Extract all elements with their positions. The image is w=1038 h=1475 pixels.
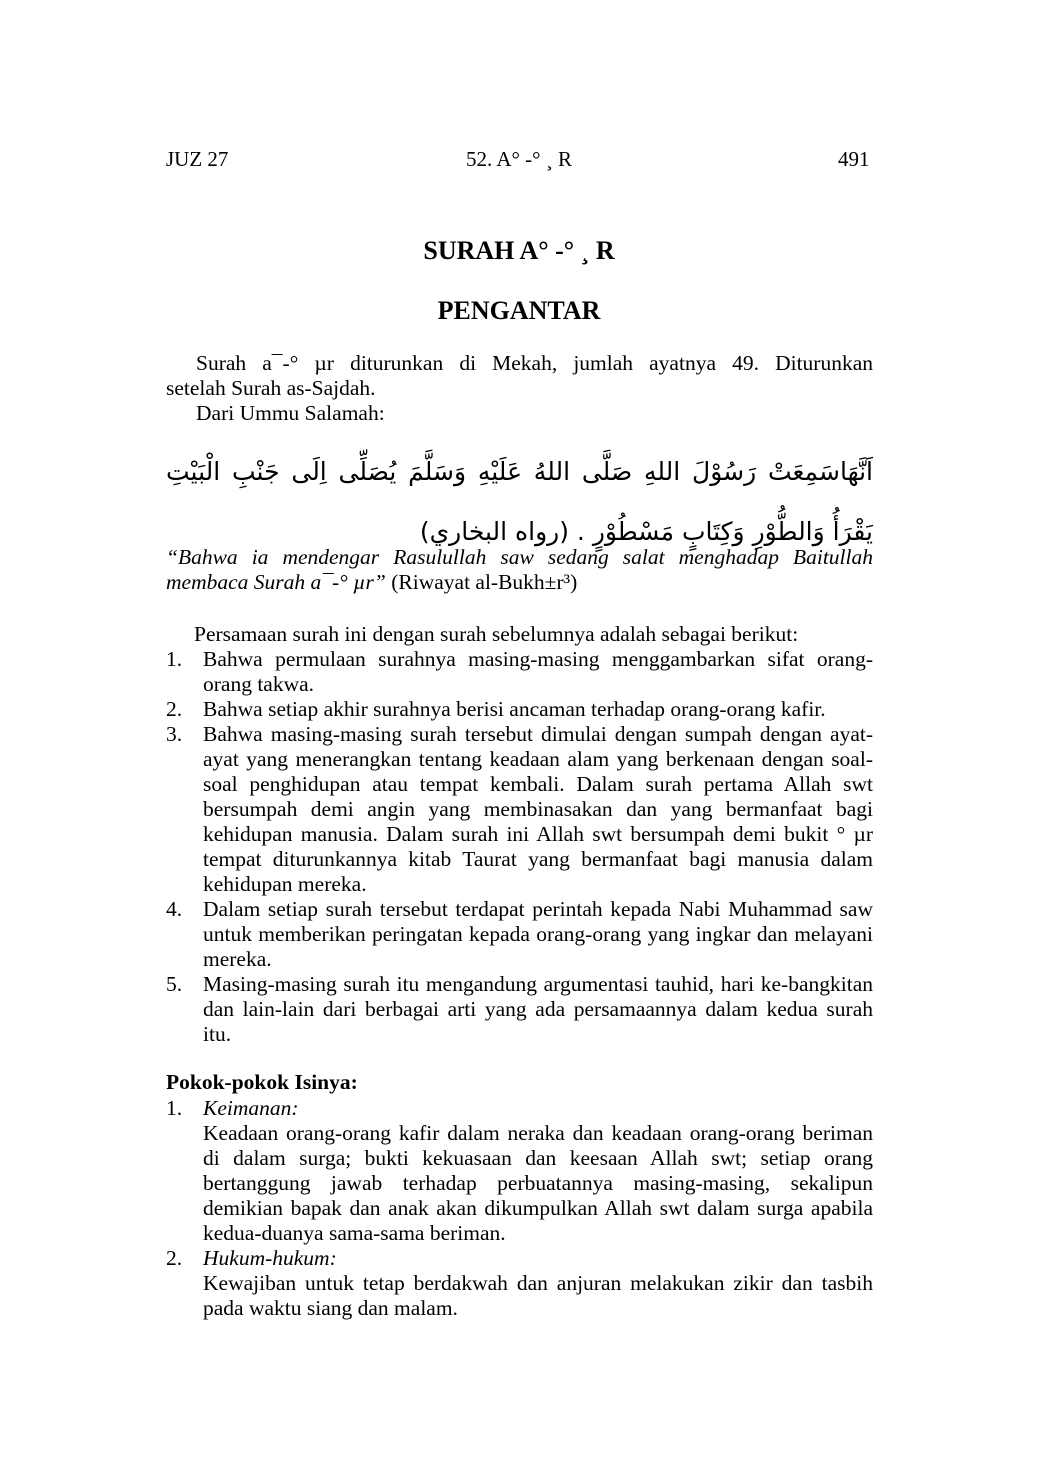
section-title: PENGANTAR bbox=[437, 296, 601, 325]
list-item bbox=[166, 647, 873, 697]
list-item bbox=[166, 722, 873, 897]
intro-paragraph bbox=[166, 351, 873, 426]
contents-heading: Pokok-pokok Isinya: bbox=[166, 1070, 358, 1094]
list-number: 2. bbox=[166, 1246, 183, 1270]
header-surah: 52. A° -° ¸ R bbox=[466, 147, 573, 171]
comparison-list bbox=[166, 647, 873, 1047]
list-text: Bahwa setiap akhir surahnya berisi ancaman terhadap orang-orang kafir. bbox=[203, 697, 826, 721]
page-title: SURAH A° -° ¸ R bbox=[423, 236, 615, 265]
comparison-intro: Persamaan surah ini dengan surah sebelumnya adalah sebagai berikut: bbox=[194, 622, 799, 646]
list-number: 1. bbox=[166, 647, 183, 671]
arabic-hadith: اَنَّهَاسَمِعَتْ رَسُوْلَ اللهِ صَلَّى اللهُ عَلَيْهِ وَسَلَّمَ يُصَلِّى اِلَى جَنْبِ الْبَيْتِ يَقْرَأُ وَالطُّوْرِ وَكِتَابٍ مَسْطُوْرٍ . (رواه البخاري) bbox=[166, 457, 873, 546]
page-number: 491 bbox=[838, 147, 870, 171]
list-item bbox=[166, 1096, 873, 1246]
list-item bbox=[166, 697, 873, 722]
list-text: Keadaan orang-orang kafir dalam neraka dan keadaan orang-orang beriman di dalam surga; bukti kekuasaan dan keesaan Allah swt; setiap orang bertanggung jawab terhadap perbuatannya masing-masing, sekalipun demikian bapak dan anak akan dikumpulkan Allah swt dalam surga apabila kedua-duanya sama-sama beriman. bbox=[203, 1121, 873, 1245]
list-text: Kewajiban untuk tetap berdakwah dan anjuran melakukan zikir dan tasbih pada waktu siang dan malam. bbox=[203, 1271, 873, 1320]
contents-list bbox=[166, 1096, 873, 1321]
header-juz: JUZ 27 bbox=[166, 147, 229, 171]
list-label: Hukum-hukum: bbox=[203, 1246, 337, 1270]
list-number: 1. bbox=[166, 1096, 183, 1120]
translation-italic: “Bahwa ia mendengar Rasulullah saw sedang salat menghadap Baitullah membaca Surah a¯-° µr” bbox=[166, 545, 873, 594]
list-text: Masing-masing surah itu mengandung argumentasi tauhid, hari ke-bangkitan dan lain-lain dari berbagai arti yang ada persamaannya dalam kedua surah itu. bbox=[203, 972, 873, 1046]
list-item bbox=[166, 972, 873, 1047]
intro-line-1: Surah a¯-° µr diturunkan di Mekah, jumlah ayatnya 49. Diturunkan bbox=[196, 351, 873, 375]
list-number: 5. bbox=[166, 972, 183, 996]
list-text: Bahwa masing-masing surah tersebut dimulai dengan sumpah dengan ayat-ayat yang menerangkan tentang keadaan alam yang berkenaan dengan soal-soal penghidupan atau tempat kembali. Dalam surah pertama Allah swt bersumpah demi angin yang membinasakan dan yang bermanfaat bagi kehidupan manusia. Dalam surah ini Allah swt bersumpah demi bukit ° µr tempat diturunkannya kitab Taurat yang bermanfaat bagi manusia dalam kehidupan mereka. bbox=[203, 722, 873, 896]
list-label: Keimanan: bbox=[203, 1096, 299, 1120]
list-number: 2. bbox=[166, 697, 183, 721]
list-number: 3. bbox=[166, 722, 183, 746]
translation-source: (Riwayat al-Bukh±r³) bbox=[385, 570, 578, 594]
hadith-translation bbox=[166, 545, 873, 595]
intro-line-3: Dari Ummu Salamah: bbox=[196, 401, 385, 425]
list-item bbox=[166, 897, 873, 972]
intro-line-2: setelah Surah as-Sajdah. bbox=[166, 376, 376, 400]
list-item bbox=[166, 1246, 873, 1321]
list-number: 4. bbox=[166, 897, 183, 921]
list-text: Dalam setiap surah tersebut terdapat perintah kepada Nabi Muhammad saw untuk memberikan peringatan kepada orang-orang yang ingkar dan melayani mereka. bbox=[203, 897, 873, 971]
list-text: Bahwa permulaan surahnya masing-masing menggambarkan sifat orang-orang takwa. bbox=[203, 647, 873, 696]
